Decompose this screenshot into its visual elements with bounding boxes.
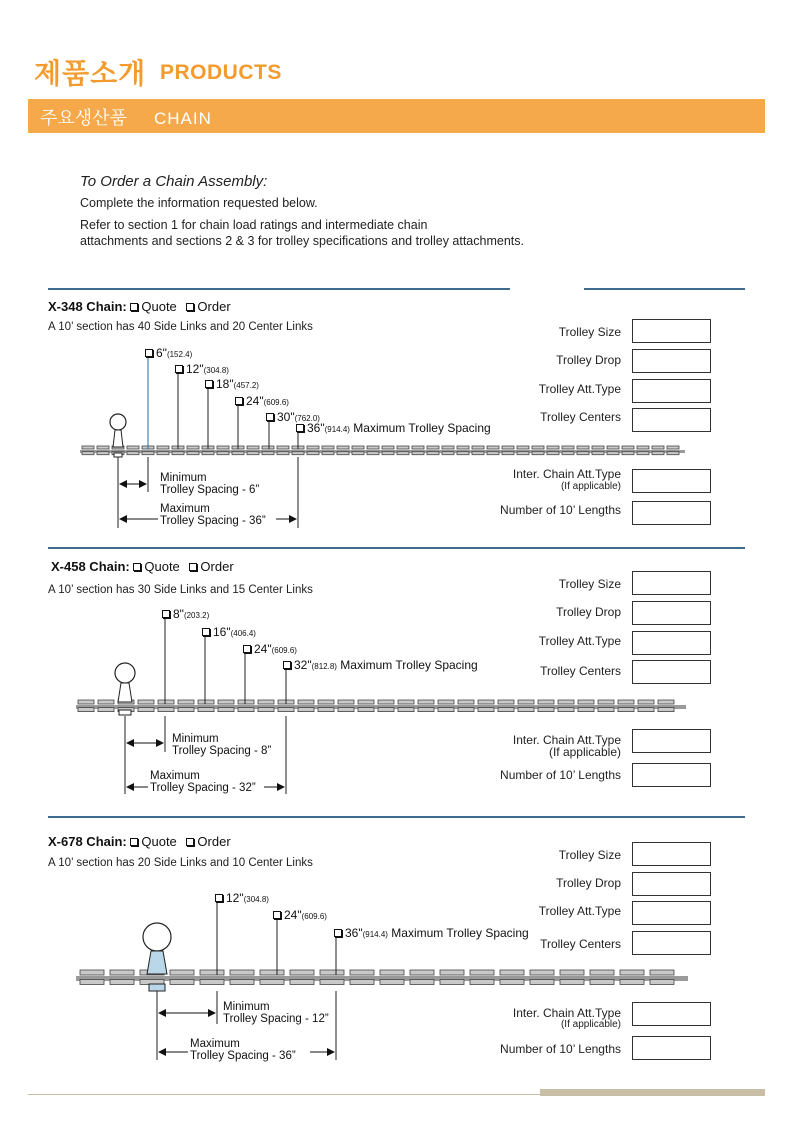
minimum-spacing-label: Minimum Trolley Spacing - 12” — [223, 1001, 329, 1025]
chain-link — [78, 700, 94, 704]
chain-link — [158, 708, 174, 712]
chain-link — [532, 452, 544, 455]
chain-link — [538, 708, 554, 712]
chain-link — [410, 980, 434, 985]
chain-link — [277, 452, 289, 455]
chain-link — [198, 700, 214, 704]
chain-link — [170, 980, 194, 985]
trolley-att-type-label: Trolley Att.Type — [538, 904, 621, 918]
chain-link — [457, 452, 469, 455]
lengths-label: Number of 10’ Lengths — [500, 768, 621, 782]
chain-link — [412, 446, 424, 449]
chain-link — [338, 700, 354, 704]
trolley-att-type-label: Trolley Att.Type — [538, 634, 621, 648]
chain-link — [247, 446, 259, 449]
chain-link — [238, 708, 254, 712]
banner-title-english: CHAIN — [154, 109, 212, 128]
chain-link — [598, 708, 614, 712]
chain-link — [440, 980, 464, 985]
chain-link — [652, 452, 664, 455]
chain-link — [650, 980, 674, 985]
chain-link — [98, 700, 114, 704]
trolley-drop-label: Trolley Drop — [556, 605, 621, 619]
chain-link — [178, 708, 194, 712]
chain-link — [277, 446, 289, 449]
chain-drawing-x348 — [80, 358, 685, 528]
chain-link — [230, 970, 254, 975]
order-label: Order — [200, 559, 234, 574]
chain-link — [337, 452, 349, 455]
inter-chain-att-type-label: Inter. Chain Att.Type — [512, 733, 621, 747]
chain-link — [398, 708, 414, 712]
intro-title: To Order a Chain Assembly: — [80, 173, 268, 190]
chain-link — [442, 452, 454, 455]
if-applicable-note: (If applicable) — [560, 481, 621, 492]
chain-link — [667, 452, 679, 455]
intro-line-1: Complete the information requested below. — [80, 196, 318, 210]
trolley-size-label: Trolley Size — [558, 325, 621, 339]
chain-link — [350, 970, 374, 975]
chain-link — [352, 446, 364, 449]
maximum-spacing-label: Maximum Trolley Spacing - 32” — [150, 770, 256, 794]
quote-label: Quote — [144, 559, 180, 574]
chain-link — [412, 452, 424, 455]
chain-link — [138, 708, 154, 712]
chain-link — [198, 708, 214, 712]
chain-link — [158, 700, 174, 704]
minimum-spacing-label: Minimum Trolley Spacing - 8” — [172, 733, 272, 757]
chain-link — [202, 452, 214, 455]
chain-link — [82, 446, 94, 449]
chain-link — [262, 446, 274, 449]
maximum-spacing-label: Maximum Trolley Spacing - 36” — [160, 503, 266, 527]
chain-link — [97, 446, 109, 449]
chain-link — [382, 452, 394, 455]
chain-link — [218, 708, 234, 712]
chain-link — [322, 452, 334, 455]
chain-link — [620, 980, 644, 985]
chain-link — [607, 446, 619, 449]
chain-link — [532, 446, 544, 449]
chain-link — [358, 700, 374, 704]
chain-link — [547, 452, 559, 455]
spacing-option[interactable]: 30"(762.0) — [266, 410, 320, 424]
chain-link — [178, 700, 194, 704]
chain-link — [290, 980, 314, 985]
chain-link — [238, 700, 254, 704]
chain-link — [457, 446, 469, 449]
trolley-wheel-icon — [143, 923, 171, 951]
spacing-option[interactable]: 12"(304.8) — [175, 362, 229, 376]
chain-link — [517, 452, 529, 455]
chain-link — [547, 446, 559, 449]
chain-link — [367, 446, 379, 449]
inter-chain-att-type-label: Inter. Chain Att.Type — [512, 1006, 621, 1020]
chain-link — [538, 700, 554, 704]
chain-link — [260, 970, 284, 975]
chain-link — [418, 708, 434, 712]
chain-link — [380, 970, 404, 975]
chain-section-description: A 10’ section has 20 Side Links and 10 Center Links — [48, 857, 313, 869]
chain-link — [278, 708, 294, 712]
chain-link — [337, 446, 349, 449]
chain-link — [218, 700, 234, 704]
chain-link — [650, 970, 674, 975]
if-applicable-note: (If applicable) — [560, 1019, 621, 1030]
chain-link — [380, 980, 404, 985]
chain-link — [487, 452, 499, 455]
chain-link — [427, 446, 439, 449]
page-title-english: PRODUCTS — [160, 61, 282, 84]
trolley-bracket-icon — [118, 683, 132, 702]
chain-link — [142, 452, 154, 455]
chain-link — [458, 708, 474, 712]
chain-link — [307, 452, 319, 455]
chain-link — [78, 708, 94, 712]
chain-link — [607, 452, 619, 455]
trolley-att-type-label: Trolley Att.Type — [538, 382, 621, 396]
chain-link — [187, 446, 199, 449]
chain-link — [637, 452, 649, 455]
chain-link — [590, 980, 614, 985]
chain-link — [502, 452, 514, 455]
chain-link — [398, 700, 414, 704]
chain-link — [80, 970, 104, 975]
chain-link — [138, 700, 154, 704]
chain-link — [618, 700, 634, 704]
chain-link — [530, 980, 554, 985]
lengths-label: Number of 10’ Lengths — [500, 503, 621, 517]
chain-link — [530, 970, 554, 975]
spacing-option[interactable]: 36"(914.4) Maximum Trolley Spacing — [296, 421, 491, 435]
chain-link — [80, 980, 104, 985]
chain-link — [502, 446, 514, 449]
trolley-bracket-icon — [113, 430, 123, 447]
chain-link — [307, 446, 319, 449]
chain-link — [410, 970, 434, 975]
chain-link — [618, 708, 634, 712]
chain-link — [442, 446, 454, 449]
chain-model-name: X-348 Chain: — [48, 299, 127, 314]
chain-link — [378, 700, 394, 704]
chain-link — [157, 452, 169, 455]
chain-link — [318, 708, 334, 712]
chain-link — [558, 700, 574, 704]
trolley-wheel-icon — [110, 414, 126, 430]
spacing-option[interactable]: 24"(609.6) — [235, 394, 289, 408]
chain-link — [620, 970, 644, 975]
trolley-foot-icon — [114, 453, 122, 457]
chain-link — [498, 708, 514, 712]
intro-line-3: attachments and sections 2 & 3 for trolley specifications and trolley attachments. — [80, 234, 524, 248]
trolley-drop-label: Trolley Drop — [556, 353, 621, 367]
chain-link — [352, 452, 364, 455]
chain-link — [470, 970, 494, 975]
chain-link — [500, 980, 524, 985]
chain-link — [577, 446, 589, 449]
chain-link — [367, 452, 379, 455]
lengths-label: Number of 10’ Lengths — [500, 1042, 621, 1056]
chain-drawing-x458 — [76, 619, 686, 794]
chain-link — [470, 980, 494, 985]
spacing-option[interactable]: 32"(812.8) Maximum Trolley Spacing — [283, 658, 478, 672]
chain-link — [322, 446, 334, 449]
chain-link — [217, 446, 229, 449]
spacing-option[interactable]: 18"(457.2) — [205, 377, 259, 391]
chain-link — [622, 446, 634, 449]
chain-link — [658, 700, 674, 704]
chain-section-description: A 10’ section has 40 Side Links and 20 Center Links — [48, 321, 313, 333]
chain-link — [157, 446, 169, 449]
chain-link — [110, 970, 134, 975]
chain-link — [562, 452, 574, 455]
chain-link — [622, 452, 634, 455]
chain-link — [558, 708, 574, 712]
chain-link — [652, 446, 664, 449]
chain-link — [98, 708, 114, 712]
chain-link — [172, 452, 184, 455]
if-applicable-note: (If applicable) — [548, 745, 621, 759]
chain-link — [397, 452, 409, 455]
chain-link — [598, 700, 614, 704]
chain-link — [217, 452, 229, 455]
chain-link — [127, 452, 139, 455]
chain-link — [638, 708, 654, 712]
chain-link — [517, 446, 529, 449]
chain-link — [458, 700, 474, 704]
chain-link — [560, 980, 584, 985]
chain-link — [487, 446, 499, 449]
chain-link — [258, 708, 274, 712]
chain-link — [262, 452, 274, 455]
chain-link — [637, 446, 649, 449]
trolley-drop-label: Trolley Drop — [556, 876, 621, 890]
chain-link — [438, 708, 454, 712]
chain-link — [418, 700, 434, 704]
chain-link — [658, 708, 674, 712]
trolley-bracket-icon — [147, 951, 167, 974]
spacing-option[interactable]: 6"(152.4) — [145, 346, 192, 360]
chain-link — [472, 452, 484, 455]
chain-link — [438, 700, 454, 704]
spacing-option[interactable]: 36"(914.4) Maximum Trolley Spacing — [334, 926, 529, 940]
quote-label: Quote — [141, 834, 177, 849]
trolley-centers-label: Trolley Centers — [540, 410, 621, 424]
chain-link — [187, 452, 199, 455]
chain-link — [638, 700, 654, 704]
spacing-option[interactable]: 24"(609.6) — [243, 642, 297, 656]
chain-section-description: A 10’ section has 30 Side Links and 15 Center Links — [48, 584, 313, 596]
order-label: Order — [197, 834, 231, 849]
chain-link — [518, 700, 534, 704]
chain-link — [578, 700, 594, 704]
chain-link — [578, 708, 594, 712]
trolley-centers-label: Trolley Centers — [540, 937, 621, 951]
chain-link — [110, 980, 134, 985]
chain-link — [338, 708, 354, 712]
chain-link — [258, 700, 274, 704]
chain-link — [200, 970, 224, 975]
quote-label: Quote — [141, 299, 177, 314]
chain-link — [382, 446, 394, 449]
chain-link — [127, 446, 139, 449]
chain-link — [592, 452, 604, 455]
inter-chain-att-type-label: Inter. Chain Att.Type — [512, 467, 621, 481]
banner-title-korean: 주요생산품 — [40, 108, 127, 129]
chain-link — [298, 708, 314, 712]
chain-link — [97, 452, 109, 455]
chain-link — [427, 452, 439, 455]
chain-link — [290, 970, 314, 975]
chain-link — [440, 970, 464, 975]
chain-link — [247, 452, 259, 455]
chain-link — [518, 708, 534, 712]
chain-model-name: X-678 Chain: — [48, 834, 127, 849]
chain-link — [667, 446, 679, 449]
spacing-option[interactable]: 12"(304.8) — [215, 891, 269, 905]
chain-link — [577, 452, 589, 455]
page-title-korean: 제품소개 — [34, 57, 147, 90]
trolley-foot-icon — [149, 984, 165, 991]
chain-link — [230, 980, 254, 985]
chain-model-name: X-458 Chain: — [51, 559, 130, 574]
maximum-spacing-label: Maximum Trolley Spacing - 36” — [190, 1038, 296, 1062]
order-label: Order — [197, 299, 231, 314]
chain-link — [562, 446, 574, 449]
chain-link — [292, 452, 304, 455]
chain-link — [82, 452, 94, 455]
chain-link — [200, 980, 224, 985]
chain-link — [170, 970, 194, 975]
footer-accent-bar — [540, 1089, 765, 1096]
chain-link — [298, 700, 314, 704]
trolley-wheel-icon — [115, 663, 135, 683]
chain-link — [560, 970, 584, 975]
spacing-option[interactable]: 8"(203.2) — [162, 607, 209, 621]
chain-drawing-x678 — [76, 903, 688, 1060]
spacing-option[interactable]: 24"(609.6) — [273, 908, 327, 922]
chain-link — [320, 970, 344, 975]
chain-link — [478, 700, 494, 704]
chain-link — [378, 708, 394, 712]
spacing-option[interactable]: 16"(406.4) — [202, 625, 256, 639]
minimum-spacing-label: Minimum Trolley Spacing - 6” — [160, 472, 260, 496]
trolley-size-label: Trolley Size — [558, 848, 621, 862]
chain-link — [260, 980, 284, 985]
chain-link — [590, 970, 614, 975]
trolley-centers-label: Trolley Centers — [540, 664, 621, 678]
chain-link — [358, 708, 374, 712]
chain-link — [350, 980, 374, 985]
chain-link — [478, 708, 494, 712]
intro-line-2: Refer to section 1 for chain load ratings and intermediate chain — [80, 218, 428, 232]
chain-link — [397, 446, 409, 449]
trolley-size-label: Trolley Size — [558, 577, 621, 591]
chain-link — [318, 700, 334, 704]
chain-link — [320, 980, 344, 985]
chain-link — [498, 700, 514, 704]
chain-link — [232, 452, 244, 455]
chain-link — [472, 446, 484, 449]
chain-link — [592, 446, 604, 449]
chain-link — [500, 970, 524, 975]
trolley-foot-icon — [119, 710, 131, 715]
